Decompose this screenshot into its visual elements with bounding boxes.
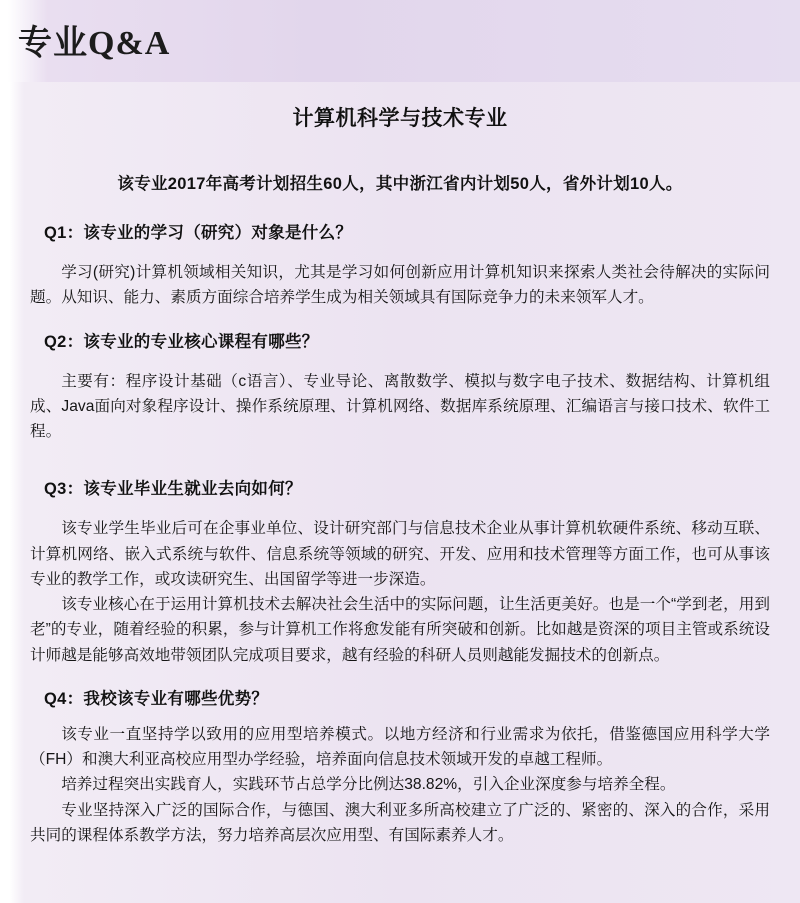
answer-paragraph: 专业坚持深入广泛的国际合作，与德国、澳大利亚多所高校建立了广泛的、紧密的、深入的合作，采用共同的课程体系教学方法，努力培养高层次应用型、有国际素养人才。 bbox=[30, 801, 770, 844]
question-heading-2: Q2：该专业的专业核心课程有哪些？ bbox=[44, 332, 319, 351]
question-heading-3: Q3：该专业毕业生就业去向如何？ bbox=[44, 480, 302, 499]
document-content bbox=[0, 82, 800, 852]
lead-paragraph: 该专业2017年高考计划招生60人，其中浙江省内计划50人，省外计划10人。 bbox=[117, 175, 683, 193]
question-heading-1: Q1：该专业的学习（研究）对象是什么？ bbox=[44, 224, 353, 242]
page-header bbox=[0, 0, 800, 82]
answer-block-4 bbox=[16, 718, 784, 852]
answer-block-3 bbox=[16, 508, 784, 676]
answer-paragraph: 该专业一直坚持学以致用的应用型培养模式。以地方经济和行业需求为依托，借鉴德国应用科学大学（FH）和澳大利亚高校应用型办学经验，培养面向信息技术领域开发的卓越工程师。 bbox=[30, 725, 770, 768]
header-logo-text: 专业Q&A bbox=[18, 25, 171, 62]
answer-paragraph: 培养过程突出实践育人，实践环节占总学分比例达38.82%，引入企业深度参与培养全程。 bbox=[61, 776, 676, 794]
answer-block-2 bbox=[16, 361, 784, 453]
question-heading-4: Q4：我校该专业有哪些优势？ bbox=[44, 689, 269, 708]
answer-paragraph: 该专业学生毕业后可在企事业单位、设计研究部门与信息技术企业从事计算机软硬件系统、移动互联、计算机网络、嵌入式系统与软件、信息系统等领域的研究、开发、应用和技术管理等方面工作，也可从事该专业的教学工作，或攻读研究生、出国留学等进一步深造。 bbox=[30, 520, 770, 588]
answer-paragraph: 该专业核心在于运用计算机技术去解决社会生活中的实际问题，让生活更美好。也是一个“学到老，用到老”的专业，随着经验的积累，参与计算机工作将愈发能有所突破和创新。比如越是资深的项目主管或系统设计师越是能够高效地带领团队完成项目要求，越有经验的科研人员则越能发掘技术的创新点。 bbox=[30, 596, 770, 664]
answer-block-1 bbox=[16, 252, 784, 319]
answer-paragraph: 主要有：程序设计基础（c语言）、专业导论、离散数学、模拟与数字电子技术、数据结构、计算机组成、Java面向对象程序设计、操作系统原理、计算机网络、数据库系统原理、汇编语言与接口技术、软件工程。 bbox=[30, 372, 770, 440]
answer-paragraph: 学习(研究)计算机领域相关知识，尤其是学习如何创新应用计算机知识来探索人类社会待解决的实际问题。从知识、能力、素质方面综合培养学生成为相关领域具有国际竞争力的未来领军人才。 bbox=[30, 264, 770, 307]
page-title: 计算机科学与技术专业 bbox=[292, 107, 508, 130]
